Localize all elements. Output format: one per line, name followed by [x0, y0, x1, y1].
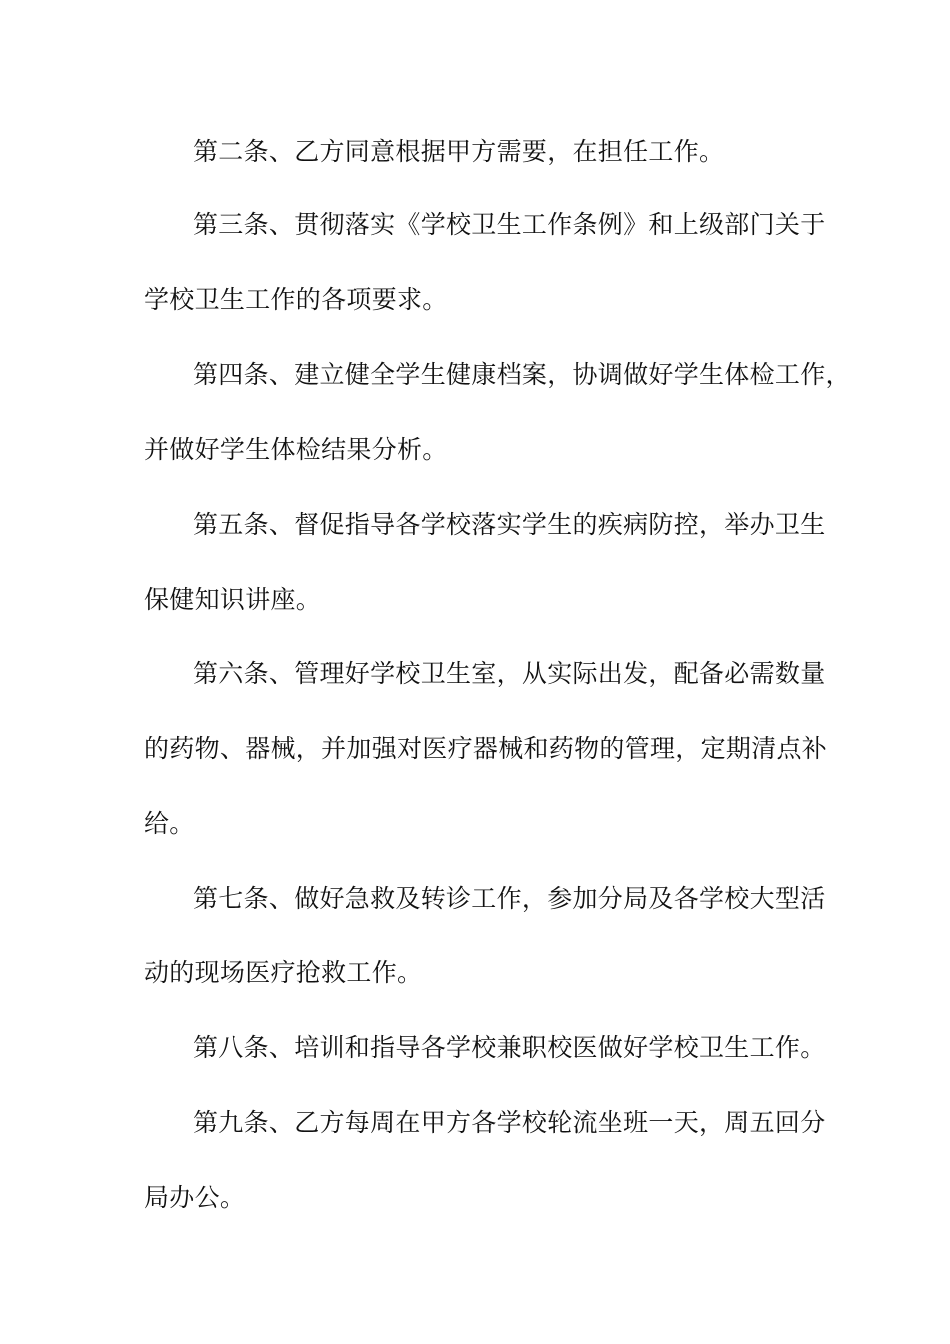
- article-7-line-1: 第七条、做好急救及转诊工作，参加分局及各学校大型活: [193, 884, 826, 913]
- article-8-line-1: 第八条、培训和指导各学校兼职校医做好学校卫生工作。: [193, 1033, 826, 1062]
- article-7-line-2: 动的现场医疗抢救工作。: [144, 958, 423, 987]
- article-6-line-1: 第六条、管理好学校卫生室，从实际出发，配备必需数量: [193, 659, 826, 688]
- article-5-line-2: 保健知识讲座。: [144, 585, 322, 614]
- article-9-line-2: 局办公。: [144, 1183, 246, 1212]
- article-5-line-1: 第五条、督促指导各学校落实学生的疾病防控，举办卫生: [193, 510, 826, 539]
- article-6-line-3: 给。: [144, 809, 195, 838]
- article-3-line-2: 学校卫生工作的各项要求。: [144, 285, 448, 314]
- article-4-line-1: 第四条、建立健全学生健康档案，协调做好学生体检工作，: [193, 360, 851, 389]
- article-2-line-1: 第二条、乙方同意根据甲方需要，在担任工作。: [193, 137, 725, 166]
- article-9-line-1: 第九条、乙方每周在甲方各学校轮流坐班一天，周五回分: [193, 1108, 826, 1137]
- article-6-line-2: 的药物、器械，并加强对医疗器械和药物的管理，定期清点补: [144, 734, 828, 763]
- article-4-line-2: 并做好学生体检结果分析。: [144, 435, 448, 464]
- article-3-line-1: 第三条、贯彻落实《学校卫生工作条例》和上级部门关于: [193, 210, 826, 239]
